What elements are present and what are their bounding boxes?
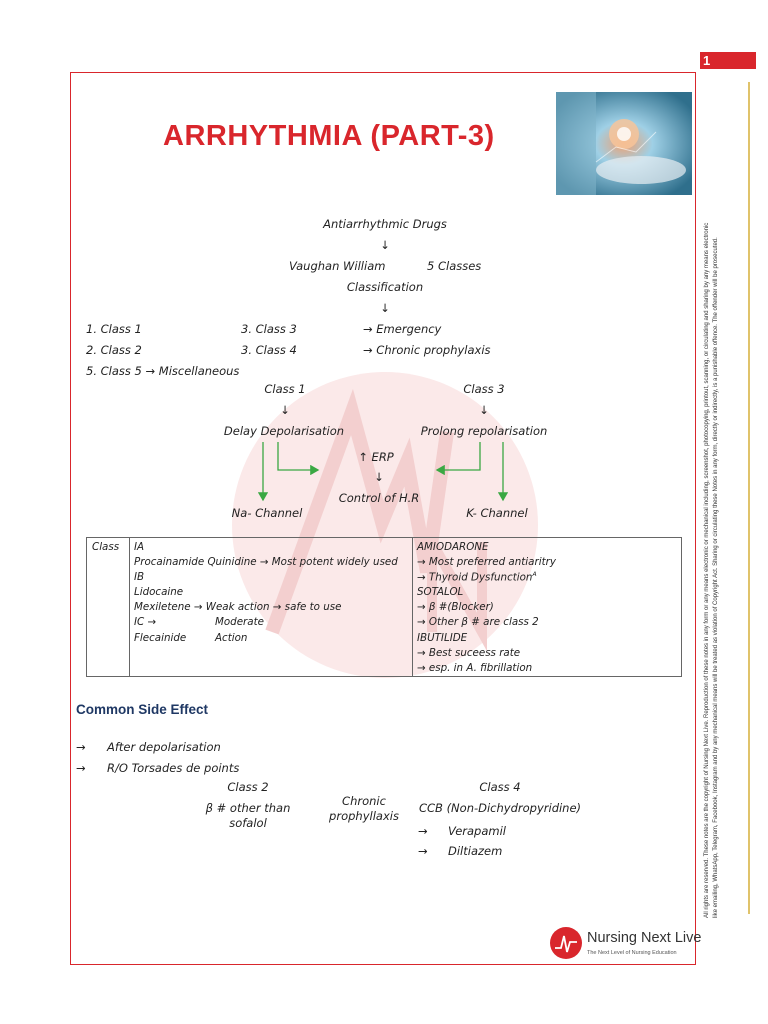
class-table bbox=[86, 537, 682, 677]
section-heading: Common Side Effect bbox=[76, 702, 209, 717]
brand-tagline: The Next Level of Nursing Education bbox=[587, 950, 677, 956]
table-cell: → Other β # are class 2 bbox=[417, 616, 539, 628]
table-cell: → Thyroid Dysfunction$^A$ bbox=[417, 571, 537, 584]
chronic-label: prophyllaxis bbox=[329, 809, 399, 823]
table-cell: → esp. in A. fibrillation bbox=[417, 662, 533, 674]
table-cell: Procainamide Quinidine → Most potent widely used bbox=[134, 556, 398, 568]
table-cell: IC → bbox=[134, 616, 157, 628]
list-item: 3. Class 4 bbox=[241, 343, 297, 357]
page-number: 1 bbox=[700, 52, 756, 69]
drug-item: Diltiazem bbox=[448, 844, 503, 858]
list-item: 2. Class 2 bbox=[86, 343, 142, 357]
down-arrow: ↓ bbox=[479, 403, 489, 417]
root-node: Antiarrhythmic Drugs bbox=[323, 217, 447, 231]
class1-node: Class 1 bbox=[264, 382, 306, 396]
class2-desc: sofalol bbox=[229, 816, 267, 830]
table-cell: IB bbox=[134, 571, 145, 583]
class3-node: Class 3 bbox=[463, 382, 505, 396]
side-effect-item: After depolarisation bbox=[107, 740, 221, 754]
table-cell: IBUTILIDE bbox=[417, 632, 468, 644]
table-cell: SOTALOL bbox=[417, 586, 464, 598]
k-channel-node: K- Channel bbox=[466, 506, 528, 520]
list-item: 5. Class 5 → Miscellaneous bbox=[86, 364, 240, 378]
table-cell: Action bbox=[215, 632, 248, 644]
bullet-arrow: → bbox=[76, 761, 86, 775]
down-arrow: ↓ bbox=[280, 403, 290, 417]
class2-desc: β # other than bbox=[205, 801, 291, 815]
side-divider bbox=[748, 82, 750, 914]
copyright-line: like emailing, WhatsApp, Telegram, Facebook, Instagram and by any mechanical means will be treated as violation of Copyright Act. Sharing or circulating these Notes in any form, directly or indirectly, is a punishable offence. The offender will be prosecuted. bbox=[713, 237, 719, 918]
table-header: Class bbox=[92, 541, 120, 553]
classification-label: Classification bbox=[346, 280, 424, 294]
down-arrow: ↓ bbox=[380, 301, 390, 315]
brand-logo-icon bbox=[549, 926, 583, 960]
classes-label: 5 Classes bbox=[427, 259, 482, 273]
na-channel-node: Na- Channel bbox=[231, 506, 303, 520]
table-cell: → β #(Blocker) bbox=[417, 601, 494, 613]
table-cell: Moderate bbox=[215, 616, 264, 628]
table-cell: Flecainide bbox=[134, 632, 187, 644]
brand-name: Nursing Next Live bbox=[587, 930, 702, 946]
brand-logo bbox=[547, 924, 702, 964]
page-title: ARRHYTHMIA (PART-3) bbox=[163, 120, 495, 152]
class4-label: Class 4 bbox=[479, 780, 521, 794]
side-effect-item: R/O Torsades de points bbox=[107, 761, 240, 775]
table-cell: Mexiletene → Weak action → safe to use bbox=[134, 601, 342, 613]
class2-label: Class 2 bbox=[227, 780, 269, 794]
delay-node: Delay Depolarisation bbox=[223, 424, 345, 438]
chronic-label: Chronic bbox=[342, 794, 386, 808]
copyright-line: All rights are reserved. These notes are the copyright of Nursing Next Live. Reproduction of these notes in any form or any means electronic or mechanical including, screenshot, photocopying, printout, scanning, or circulating and sharing by any means electronic bbox=[704, 222, 710, 918]
bullet-arrow: → bbox=[76, 740, 86, 754]
list-item: 1. Class 1 bbox=[86, 322, 142, 336]
down-arrow: ↓ bbox=[374, 470, 384, 484]
list-item: → Chronic prophylaxis bbox=[363, 343, 491, 357]
table-cell: → Best suceess rate bbox=[417, 647, 521, 659]
down-arrow: ↓ bbox=[380, 238, 390, 252]
erp-node: ↑ ERP bbox=[358, 450, 394, 464]
ccb-label: CCB (Non-Dichydropyridine) bbox=[418, 801, 582, 815]
table-cell: AMIODARONE bbox=[417, 541, 489, 553]
list-item: 3. Class 3 bbox=[241, 322, 297, 336]
control-node: Control of H.R bbox=[338, 491, 420, 505]
table-cell: IA bbox=[134, 541, 145, 553]
table-cell: Lidocaine bbox=[134, 586, 184, 598]
list-item: → Emergency bbox=[363, 322, 442, 336]
table-cell: → Most preferred antiaritry bbox=[417, 556, 556, 568]
copyright-notice bbox=[703, 222, 741, 918]
bullet-arrow: → bbox=[418, 844, 428, 858]
prolong-node: Prolong repolarisation bbox=[420, 424, 548, 438]
bullet-arrow: → bbox=[418, 824, 428, 838]
vaughan-label: Vaughan William bbox=[289, 259, 386, 273]
drug-item: Verapamil bbox=[448, 824, 506, 838]
